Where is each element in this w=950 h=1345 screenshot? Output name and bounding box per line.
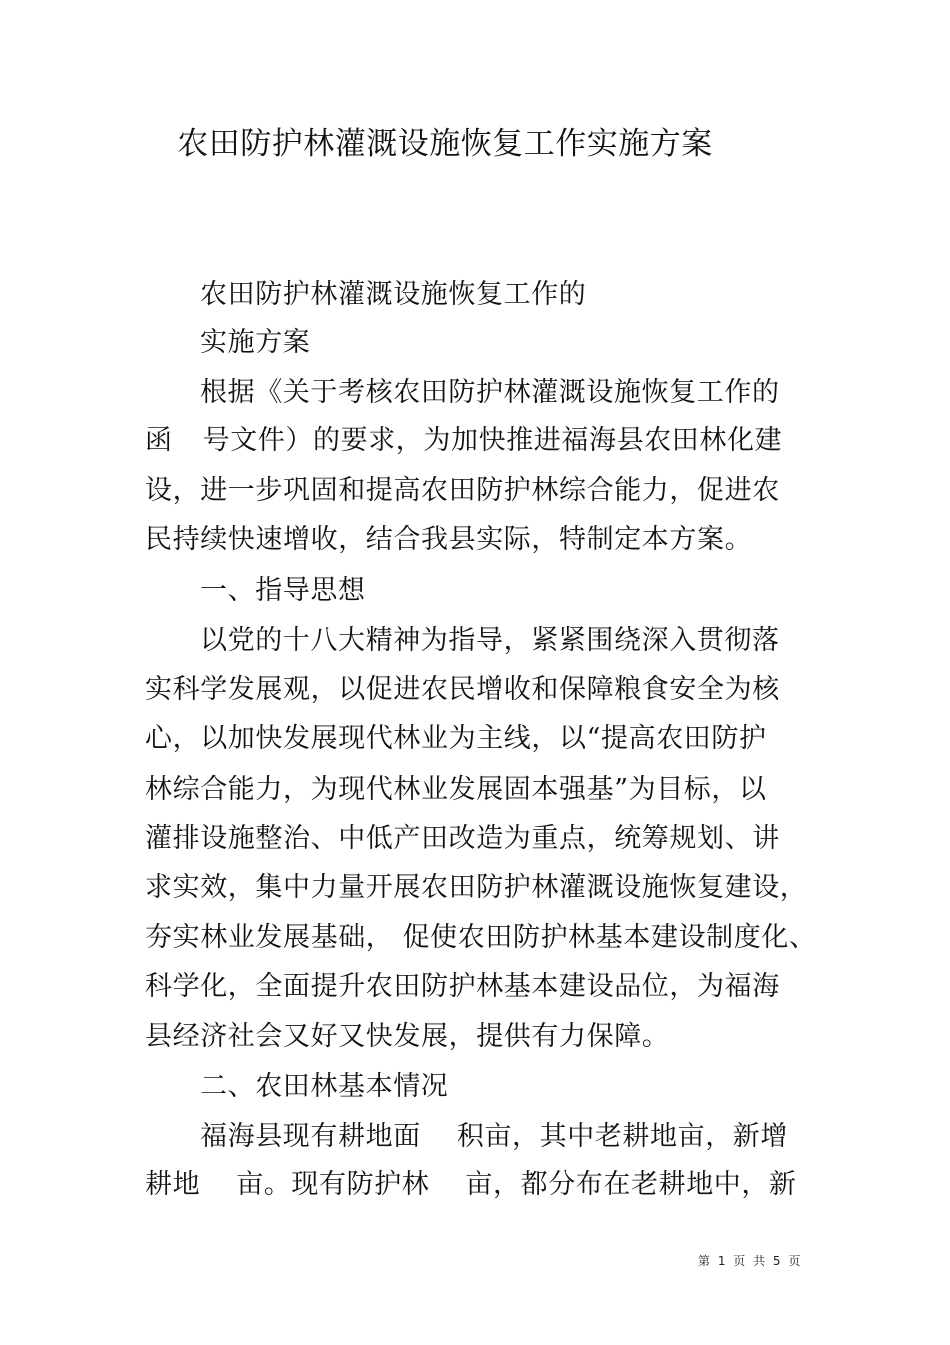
paragraph-line: 灌排设施整治、中低产田改造为重点，统筹规划、讲	[145, 823, 780, 854]
subtitle-line-2: 实施方案	[200, 327, 311, 358]
text-fragment: 福海县现有耕地面	[200, 1121, 421, 1152]
paragraph-line	[200, 1120, 788, 1154]
paragraph-line: 以党的十八大精神为指导，紧紧围绕深入贯彻落	[200, 625, 780, 656]
document-title: 农田防护林灌溉设施恢复工作实施方案	[177, 126, 713, 162]
paragraph-line: 县经济社会又好又快发展，提供有力保障。	[145, 1021, 670, 1052]
paragraph-line	[145, 424, 782, 458]
page-footer: 第 1 页 共 5 页	[698, 1254, 801, 1268]
section-heading: 一、指导思想	[200, 575, 366, 606]
text-fragment: 号文件）的要求，为加快推进福海县农田林化建	[202, 425, 783, 456]
text-fragment: 函	[145, 425, 173, 456]
paragraph-line	[145, 1168, 797, 1202]
text-fragment: 亩。现有防护林	[236, 1169, 430, 1200]
paragraph-line: 根据《关于考核农田防护林灌溉设施恢复工作的	[200, 377, 780, 408]
paragraph-line: 科学化，全面提升农田防护林基本建设品位，为福海	[145, 971, 780, 1002]
paragraph-line: 林综合能力，为现代林业发展固本强基”为目标，以	[145, 774, 767, 805]
section-heading: 二、农田林基本情况	[200, 1071, 449, 1102]
text-fragment: 亩，都分布在老耕地中，新	[465, 1169, 797, 1200]
text-fragment: 耕地	[145, 1169, 201, 1200]
text-fragment: 积亩，其中老耕地亩，新增	[456, 1121, 789, 1152]
paragraph-line: 实科学发展观，以促进农民增收和保障粮食安全为核	[145, 674, 780, 705]
paragraph-line: 求实效，集中力量开展农田防护林灌溉设施恢复建设，	[145, 872, 808, 903]
paragraph-line: 设，进一步巩固和提高农田防护林综合能力，促进农	[145, 475, 780, 506]
paragraph-line: 心，以加快发展现代林业为主线，以“提高农田防护	[145, 723, 767, 754]
subtitle-line-1: 农田防护林灌溉设施恢复工作的	[200, 279, 587, 310]
paragraph-line: 民持续快速增收，结合我县实际，特制定本方案。	[145, 524, 753, 555]
paragraph-line: 夯实林业发展基础， 促使农田防护林基本建设制度化、	[145, 922, 817, 953]
